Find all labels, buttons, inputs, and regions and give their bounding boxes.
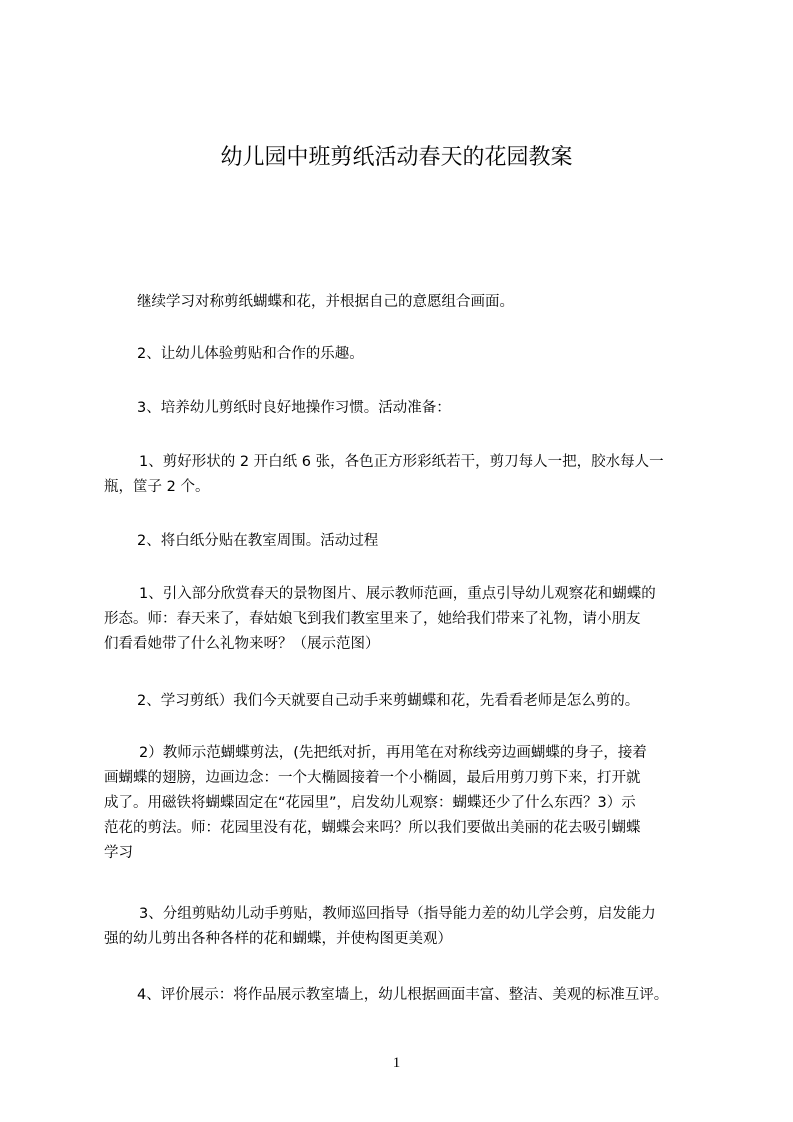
paragraph-goal-3 [137,396,749,421]
paragraph-line: 1、引入部分欣赏春天的景物图片、展示教师范画，重点引导幼儿观察花和蝴蝶的 [139,586,656,602]
paragraph-line: 3、分组剪贴幼儿动手剪贴，教师巡回指导（指导能力差的幼儿学会剪，启发能力 [139,906,656,922]
paragraph-line: 形态。师：春天来了，春姑娘飞到我们教室里来了，她给我们带来了礼物，请小朋友 [104,611,641,627]
paragraph-goal-2 [137,342,749,367]
paragraph-line: 范花的剪法。师：花园里没有花，蝴蝶会来吗？所以我们要做出美丽的花去吸引蝴蝶 [104,820,641,836]
paragraph-goal-1 [137,290,749,315]
paragraph-process-1 [104,582,716,657]
paragraph-line: 2）教师示范蝴蝶剪法，(先把纸对折，再用笔在对称线旁边画蝴蝶的身子，接着 [139,745,647,761]
paragraph-line: 4、评价展示：将作品展示教室墙上，幼儿根据画面丰富、整洁、美观的标准互评。 [137,987,669,1003]
paragraph-line: 们看看她带了什么礼物来呀？（展示范图） [104,636,380,652]
paragraph-preparation-2 [137,529,749,554]
paragraph-process-demo [104,741,716,866]
paragraph-process-2 [137,689,749,714]
paragraph-line: 2、让幼儿体验剪贴和合作的乐趣。 [137,346,364,362]
paragraph-process-4 [137,983,749,1008]
paragraph-line: 1、剪好形状的 2 开白纸 6 张，各色正方形彩纸若干，剪刀每人一把，胶水每人一 [139,454,664,470]
paragraph-line: 瓶，筐子 2 个。 [104,479,210,495]
paragraph-line: 强的幼儿剪出各种各样的花和蝴蝶，并使构图更美观） [104,931,452,947]
paragraph-line: 3、培养幼儿剪纸时良好地操作习惯。活动准备： [137,400,451,416]
paragraph-process-3 [104,902,716,952]
paragraph-line: 2、将白纸分贴在教室周围。活动过程 [137,533,379,549]
paragraph-line: 成了。用磁铁将蝴蝶固定在“花园里”，启发幼儿观察：蝴蝶还少了什么东西？3）示 [104,795,636,811]
paragraph-line: 学习 [104,845,133,861]
paragraph-line: 画蝴蝶的翅膀，边画边念：一个大椭圆接着一个小椭圆，最后用剪刀剪下来，打开就 [104,770,641,786]
paragraph-line: 继续学习对称剪纸蝴蝶和花，并根据自己的意愿组合画面。 [137,294,514,310]
paragraph-line: 2、学习剪纸）我们今天就要自己动手来剪蝴蝶和花，先看看老师是怎么剪的。 [137,693,640,709]
paragraph-preparation-1 [104,450,716,500]
page-number: 1 [392,1055,401,1071]
document-title: 幼儿园中班剪纸活动春天的花园教案 [220,145,573,170]
